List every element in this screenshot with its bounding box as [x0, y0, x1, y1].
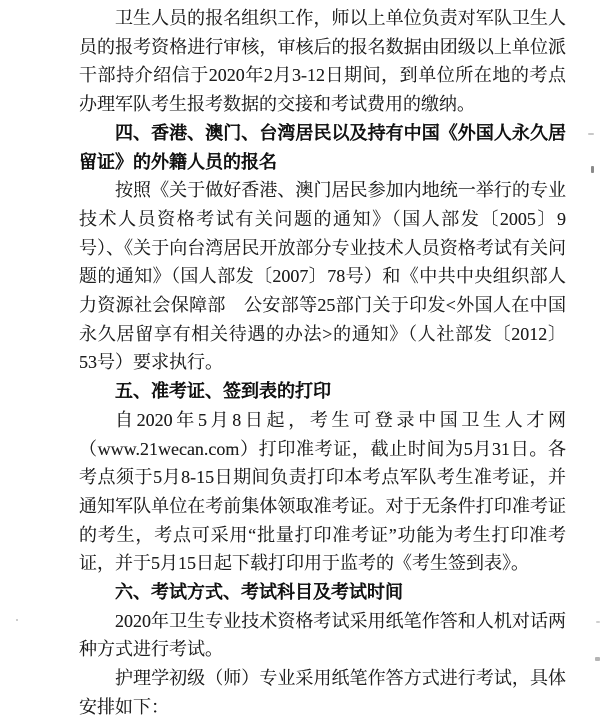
scan-artifact	[596, 621, 600, 623]
scan-artifact	[588, 133, 594, 135]
section-heading-5-admission-ticket: 五、准考证、签到表的打印	[115, 381, 331, 402]
scan-artifact	[595, 657, 600, 661]
section-heading-6-exam-method: 六、考试方式、考试科目及考试时间	[115, 582, 403, 603]
scan-artifact	[16, 619, 18, 621]
paragraph-admission-ticket-printing: 自2020年5月8日起，考生可登录中国卫生人才网（www.21wecan.com）打印准考证，截止时间为5月31日。各考点须于5月8-15日期间负责打印本考点军队考生准考证，并通知军队单位在考前集体领取准考证。对于无条件打印准考证的考生，考点可采用“批量打印准考证”功能为考生打印准考证，并于5月15日起下载打印用于监考的《考生签到表》。	[79, 409, 566, 574]
paragraph-exam-methods: 2020年卫生专业技术资格考试采用纸笔作答和人机对话两种方式进行考试。	[79, 610, 566, 660]
paragraph-army-registration: 卫生人员的报名组织工作，师以上单位负责对军队卫生人员的报考资格进行审核，审核后的报名数据由团级以上单位派干部持介绍信于2020年2月3-12日期间，到单位所在地的考点办理军队考生报考数据的交接和考试费用的缴纳。	[79, 8, 566, 115]
document-text-column	[79, 4, 566, 722]
scan-artifact	[591, 166, 594, 173]
section-heading-4-hk-macao-taiwan: 四、香港、澳门、台湾居民以及持有中国《外国人永久居留证》的外籍人员的报名	[79, 122, 566, 172]
paragraph-nursing-paper-exam: 护理学初级（师）专业采用纸笔作答方式进行考试，具体安排如下：	[79, 668, 566, 717]
paragraph-policy-references: 按照《关于做好香港、澳门居民参加内地统一举行的专业技术人员资格考试有关问题的通知》（国人部发〔2005〕9号）、《关于向台湾居民开放部分专业技术人员资格考试有关问题的通知》（国人部发〔2007〕78号）和《中共中央组织部人力资源社会保障部 公安部等25部门关于印发<外国人在中国永久居留享有相关待遇的办法>的通知》（人社部发〔2012〕53号）要求执行。	[79, 180, 566, 373]
